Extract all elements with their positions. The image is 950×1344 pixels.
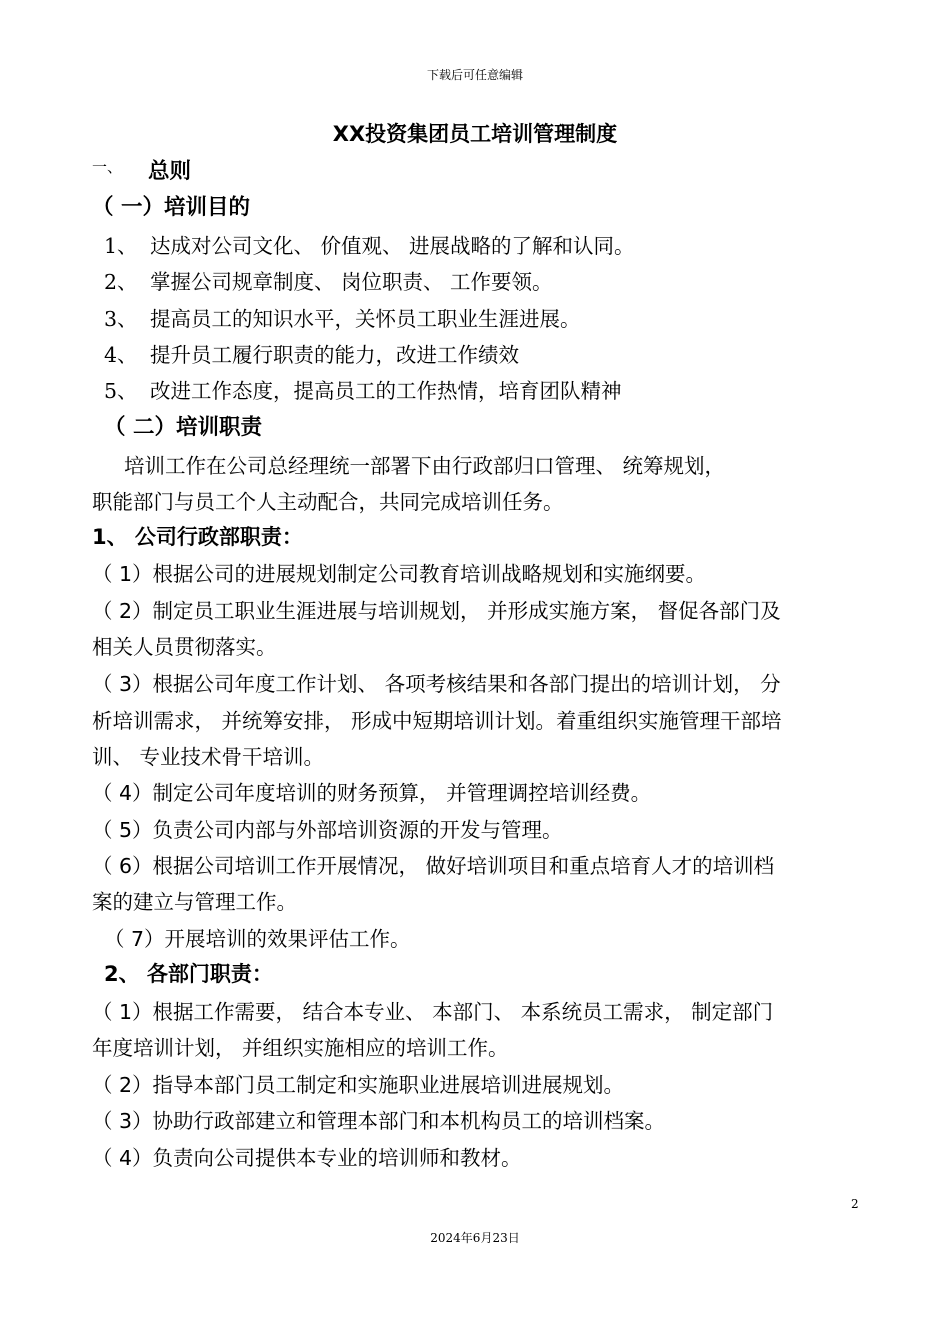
paragraph-line: 年度培训计划， 并组织实施相应的培训工作。 xyxy=(92,1036,509,1060)
header-note: 下载后可任意编辑 xyxy=(426,68,523,82)
admin-duties-heading: 1、 公司行政部职责： xyxy=(92,525,303,549)
paragraph-line: （ 2）制定员工职业生涯进展与培训规划， 并形成实施方案， 督促各部门及 xyxy=(92,599,781,623)
paragraph-line: （ 3）根据公司年度工作计划、 各项考核结果和各部门提出的培训计划， 分 xyxy=(92,672,781,696)
list-item-number: 3、 xyxy=(104,307,138,331)
paragraph-line: 培训工作在公司总经理统一部署下由行政部归口管理、 统筹规划， xyxy=(124,454,726,478)
paragraph-line: （ 4）负责向公司提供本专业的培训师和教材。 xyxy=(92,1146,522,1170)
paragraph-line: （ 6）根据公司培训工作开展情况， 做好培训项目和重点培育人才的培训档 xyxy=(92,854,775,878)
list-item-number: 1、 xyxy=(104,234,138,258)
footer-date: 2024年6月23日 xyxy=(430,1231,520,1245)
paragraph-line: 相关人员贯彻落实。 xyxy=(92,635,277,659)
document-title: XX投资集团员工培训管理制度 xyxy=(332,122,618,146)
paragraph-line: （ 4）制定公司年度培训的财务预算， 并管理调控培训经费。 xyxy=(92,781,652,805)
paragraph-line: 训、 专业技术骨干培训。 xyxy=(92,745,325,769)
list-item-number: 4、 xyxy=(104,343,138,367)
list-item: 提升员工履行职责的能力，改进工作绩效 xyxy=(150,343,519,367)
paragraph-line: （ 3）协助行政部建立和管理本部门和本机构员工的培训档案。 xyxy=(92,1109,666,1133)
list-item: 提高员工的知识水平，关怀员工职业生涯进展。 xyxy=(150,307,581,331)
list-item-number: 2、 xyxy=(104,270,138,294)
paragraph-line: （ 1）根据公司的进展规划制定公司教育培训战略规划和实施纲要。 xyxy=(92,562,707,586)
list-item: 掌握公司规章制度、 岗位职责、 工作要领。 xyxy=(150,270,553,294)
subsection-heading-duties: （ 二）培训职责 xyxy=(104,415,262,440)
paragraph-line: 析培训需求， 并统筹安排， 形成中短期培训计划。着重组织实施管理干部培 xyxy=(92,709,782,733)
paragraph-line: （ 2）指导本部门员工制定和实施职业进展培训进展规划。 xyxy=(92,1073,625,1097)
list-item: 改进工作态度，提高员工的工作热情，培育团队精神 xyxy=(150,379,622,403)
paragraph-line: （ 1）根据工作需要， 结合本专业、 本部门、 本系统员工需求， 制定部门 xyxy=(92,1000,774,1024)
subsection-heading-purpose: （ 一）培训目的 xyxy=(92,195,250,220)
paragraph-line: 职能部门与员工个人主动配合，共同完成培训任务。 xyxy=(92,490,564,514)
paragraph-line: 案的建立与管理工作。 xyxy=(92,890,297,914)
section-heading: 总则 xyxy=(148,159,192,184)
section-number: 一、 xyxy=(92,158,123,176)
paragraph-line: （ 5）负责公司内部与外部培训资源的开发与管理。 xyxy=(92,818,563,842)
page-number: 2 xyxy=(851,1197,859,1211)
department-duties-heading: 2、 各部门职责： xyxy=(104,962,273,986)
list-item: 达成对公司文化、 价值观、 进展战略的了解和认同。 xyxy=(150,234,635,258)
paragraph-line: （ 7）开展培训的效果评估工作。 xyxy=(104,927,411,951)
list-item-number: 5、 xyxy=(104,379,138,403)
